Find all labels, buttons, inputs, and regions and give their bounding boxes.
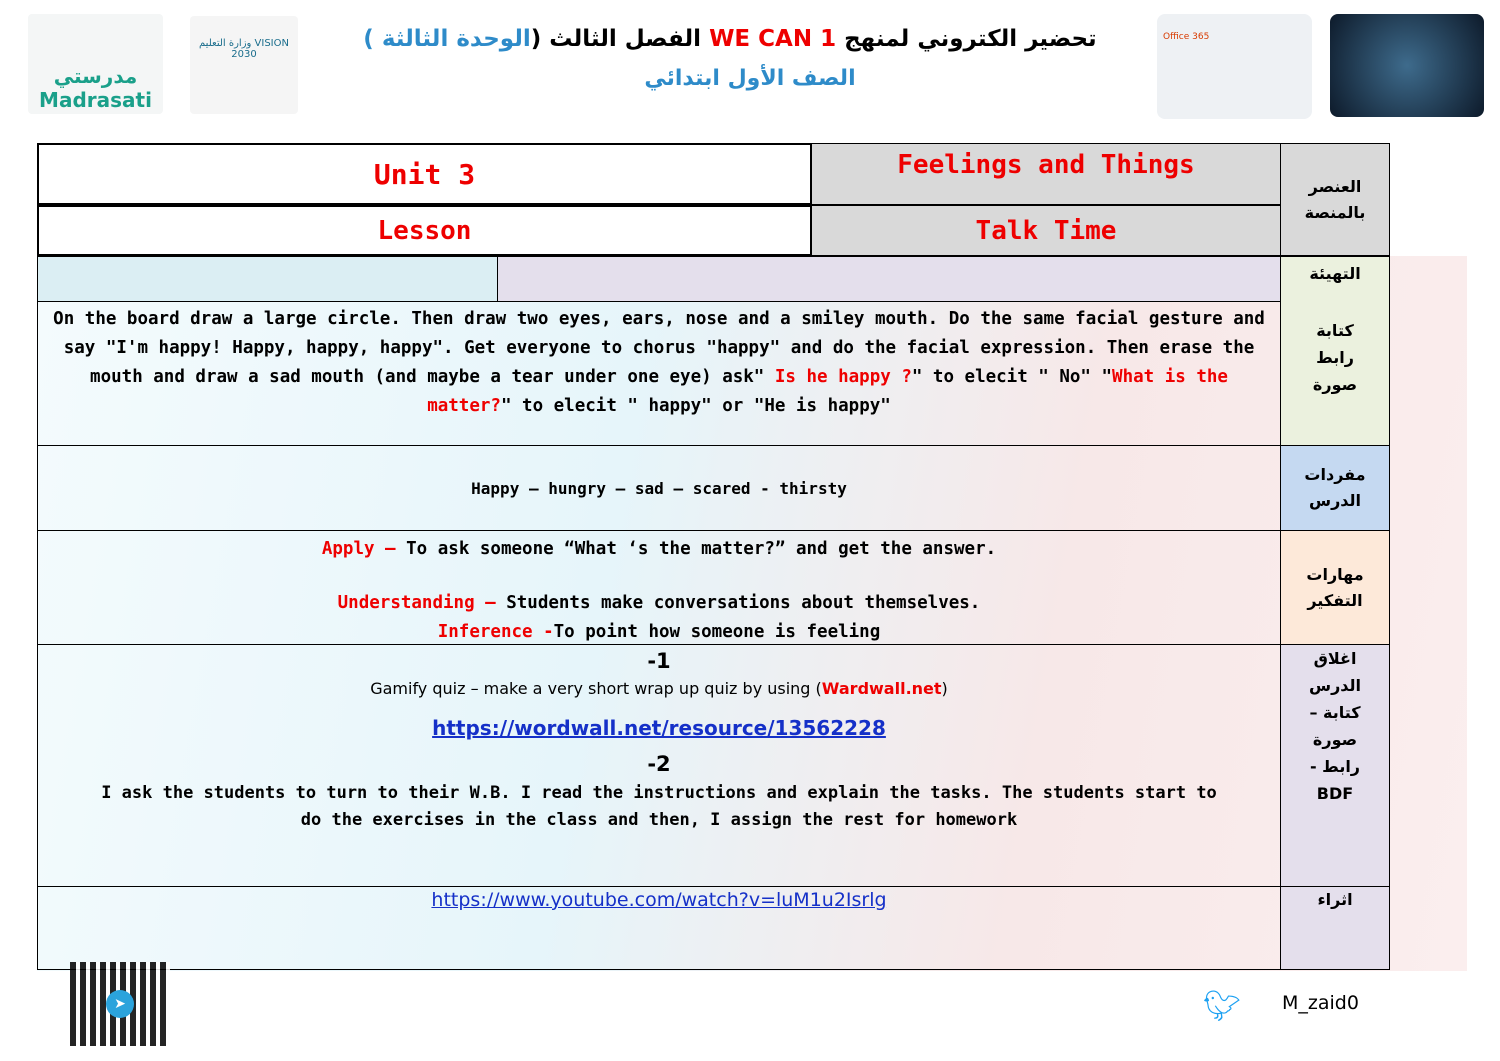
title-part2: الفصل الثالث ( <box>530 26 702 52</box>
warmup-empty-cell-1 <box>37 256 498 302</box>
enrich-cell <box>37 886 1281 970</box>
title-brand: WE CAN 1 <box>709 26 837 52</box>
twitter-icon[interactable]: 🐦︎ <box>1203 989 1242 1024</box>
closure-number-2: -2 <box>647 752 671 776</box>
warmup-text-3: " to elecit " happy" or "He is happy" <box>500 396 891 416</box>
closure-text-1 <box>370 679 948 698</box>
closure-number-1: -1 <box>647 649 671 673</box>
madrasati-logo <box>28 14 163 114</box>
closure-paren: ) <box>941 679 948 698</box>
vocab-text: Happy – hungry – sad – scared - thirsty <box>37 445 1281 531</box>
closure-cell <box>37 644 1281 887</box>
warmup-empty-cell-2 <box>497 256 1281 302</box>
skill-value: To point how someone is feeling <box>553 622 881 642</box>
skills-label: مهارات التفكير <box>1280 530 1390 645</box>
title-unit: الوحدة الثالثة <box>381 26 531 52</box>
closure-text-2: I ask the students to turn to their W.B. I read the instructions and explain the tasks. The students start to do the exercises in the class and then, I assign the rest for homework <box>101 783 1217 830</box>
warmup-sublabel: كتابة رابط صورة <box>1312 320 1358 394</box>
skills-cell <box>37 530 1281 645</box>
warmup-label-cell <box>1280 256 1390 446</box>
skill-key: Inference - <box>437 622 554 642</box>
skill-apply <box>322 535 996 564</box>
warmup-text-2: " to elecit " No" " <box>911 367 1113 387</box>
youtube-link[interactable]: https://www.youtube.com/watch?v=luM1u2Isrlg <box>431 889 887 911</box>
warmup-question-2: What is the matter? <box>427 367 1228 416</box>
warmup-label: التهيئة <box>1309 264 1361 283</box>
skill-key: Understanding – <box>337 593 507 613</box>
lesson-title: Talk Time <box>811 205 1281 256</box>
closure-label: اغلاق الدرس كتابة – صورة رابط - BDF <box>1280 644 1390 887</box>
warmup-text-1: On the board draw a large circle. Then draw two eyes, ears, nose and a smiley mouth. Do the same facial gesture and say "I'm happy! Happy, happy, happy". Get everyone to chorus "happy" and do the facial expression. Then erase the mouth and draw a sad mouth (and maybe a tear under one eye) ask" <box>53 309 1265 387</box>
wordwall-link[interactable]: https://wordwall.net/resource/13562228 <box>432 716 886 740</box>
skill-understanding <box>338 589 981 618</box>
office365-characters-image <box>1157 14 1312 119</box>
warmup-text <box>37 301 1281 446</box>
warmup-question-1: Is he happy ? <box>774 367 912 387</box>
column-header: العنصر بالمنصة <box>1280 143 1390 256</box>
office-label: Office 365 <box>1163 32 1210 42</box>
unit-title: Feelings and Things <box>811 143 1281 205</box>
skill-key: Apply – <box>321 539 407 559</box>
title-close: ) <box>363 26 374 52</box>
skill-value: To ask someone “What ‘s the matter?” and get the answer. <box>406 539 997 559</box>
logo-text: مدرستي Madrasati <box>39 64 152 112</box>
title-part1: تحضير الكتروني لمنهج <box>844 26 1097 52</box>
unit-label: Unit 3 <box>37 143 812 205</box>
page-subtitle: الصف الأول ابتدائي <box>644 66 856 91</box>
twitter-handle: M_zaid0 <box>1282 992 1359 1014</box>
ministry-logo: وزارة التعليم VISION 2030 <box>190 16 298 114</box>
lesson-label: Lesson <box>37 205 812 256</box>
wordwall-site: Wardwall.net <box>821 679 942 698</box>
skill-value: Students make conversations about themselves. <box>506 593 981 613</box>
tech-hand-image <box>1330 14 1484 117</box>
skill-inference <box>438 618 881 647</box>
closure-text1: Gamify quiz – make a very short wrap up quiz by using ( <box>370 679 822 698</box>
telegram-icon: ➤ <box>106 990 134 1018</box>
page-title <box>340 26 1120 52</box>
vocab-label: مفردات الدرس <box>1280 445 1390 531</box>
enrich-label: اثراء <box>1280 886 1390 970</box>
